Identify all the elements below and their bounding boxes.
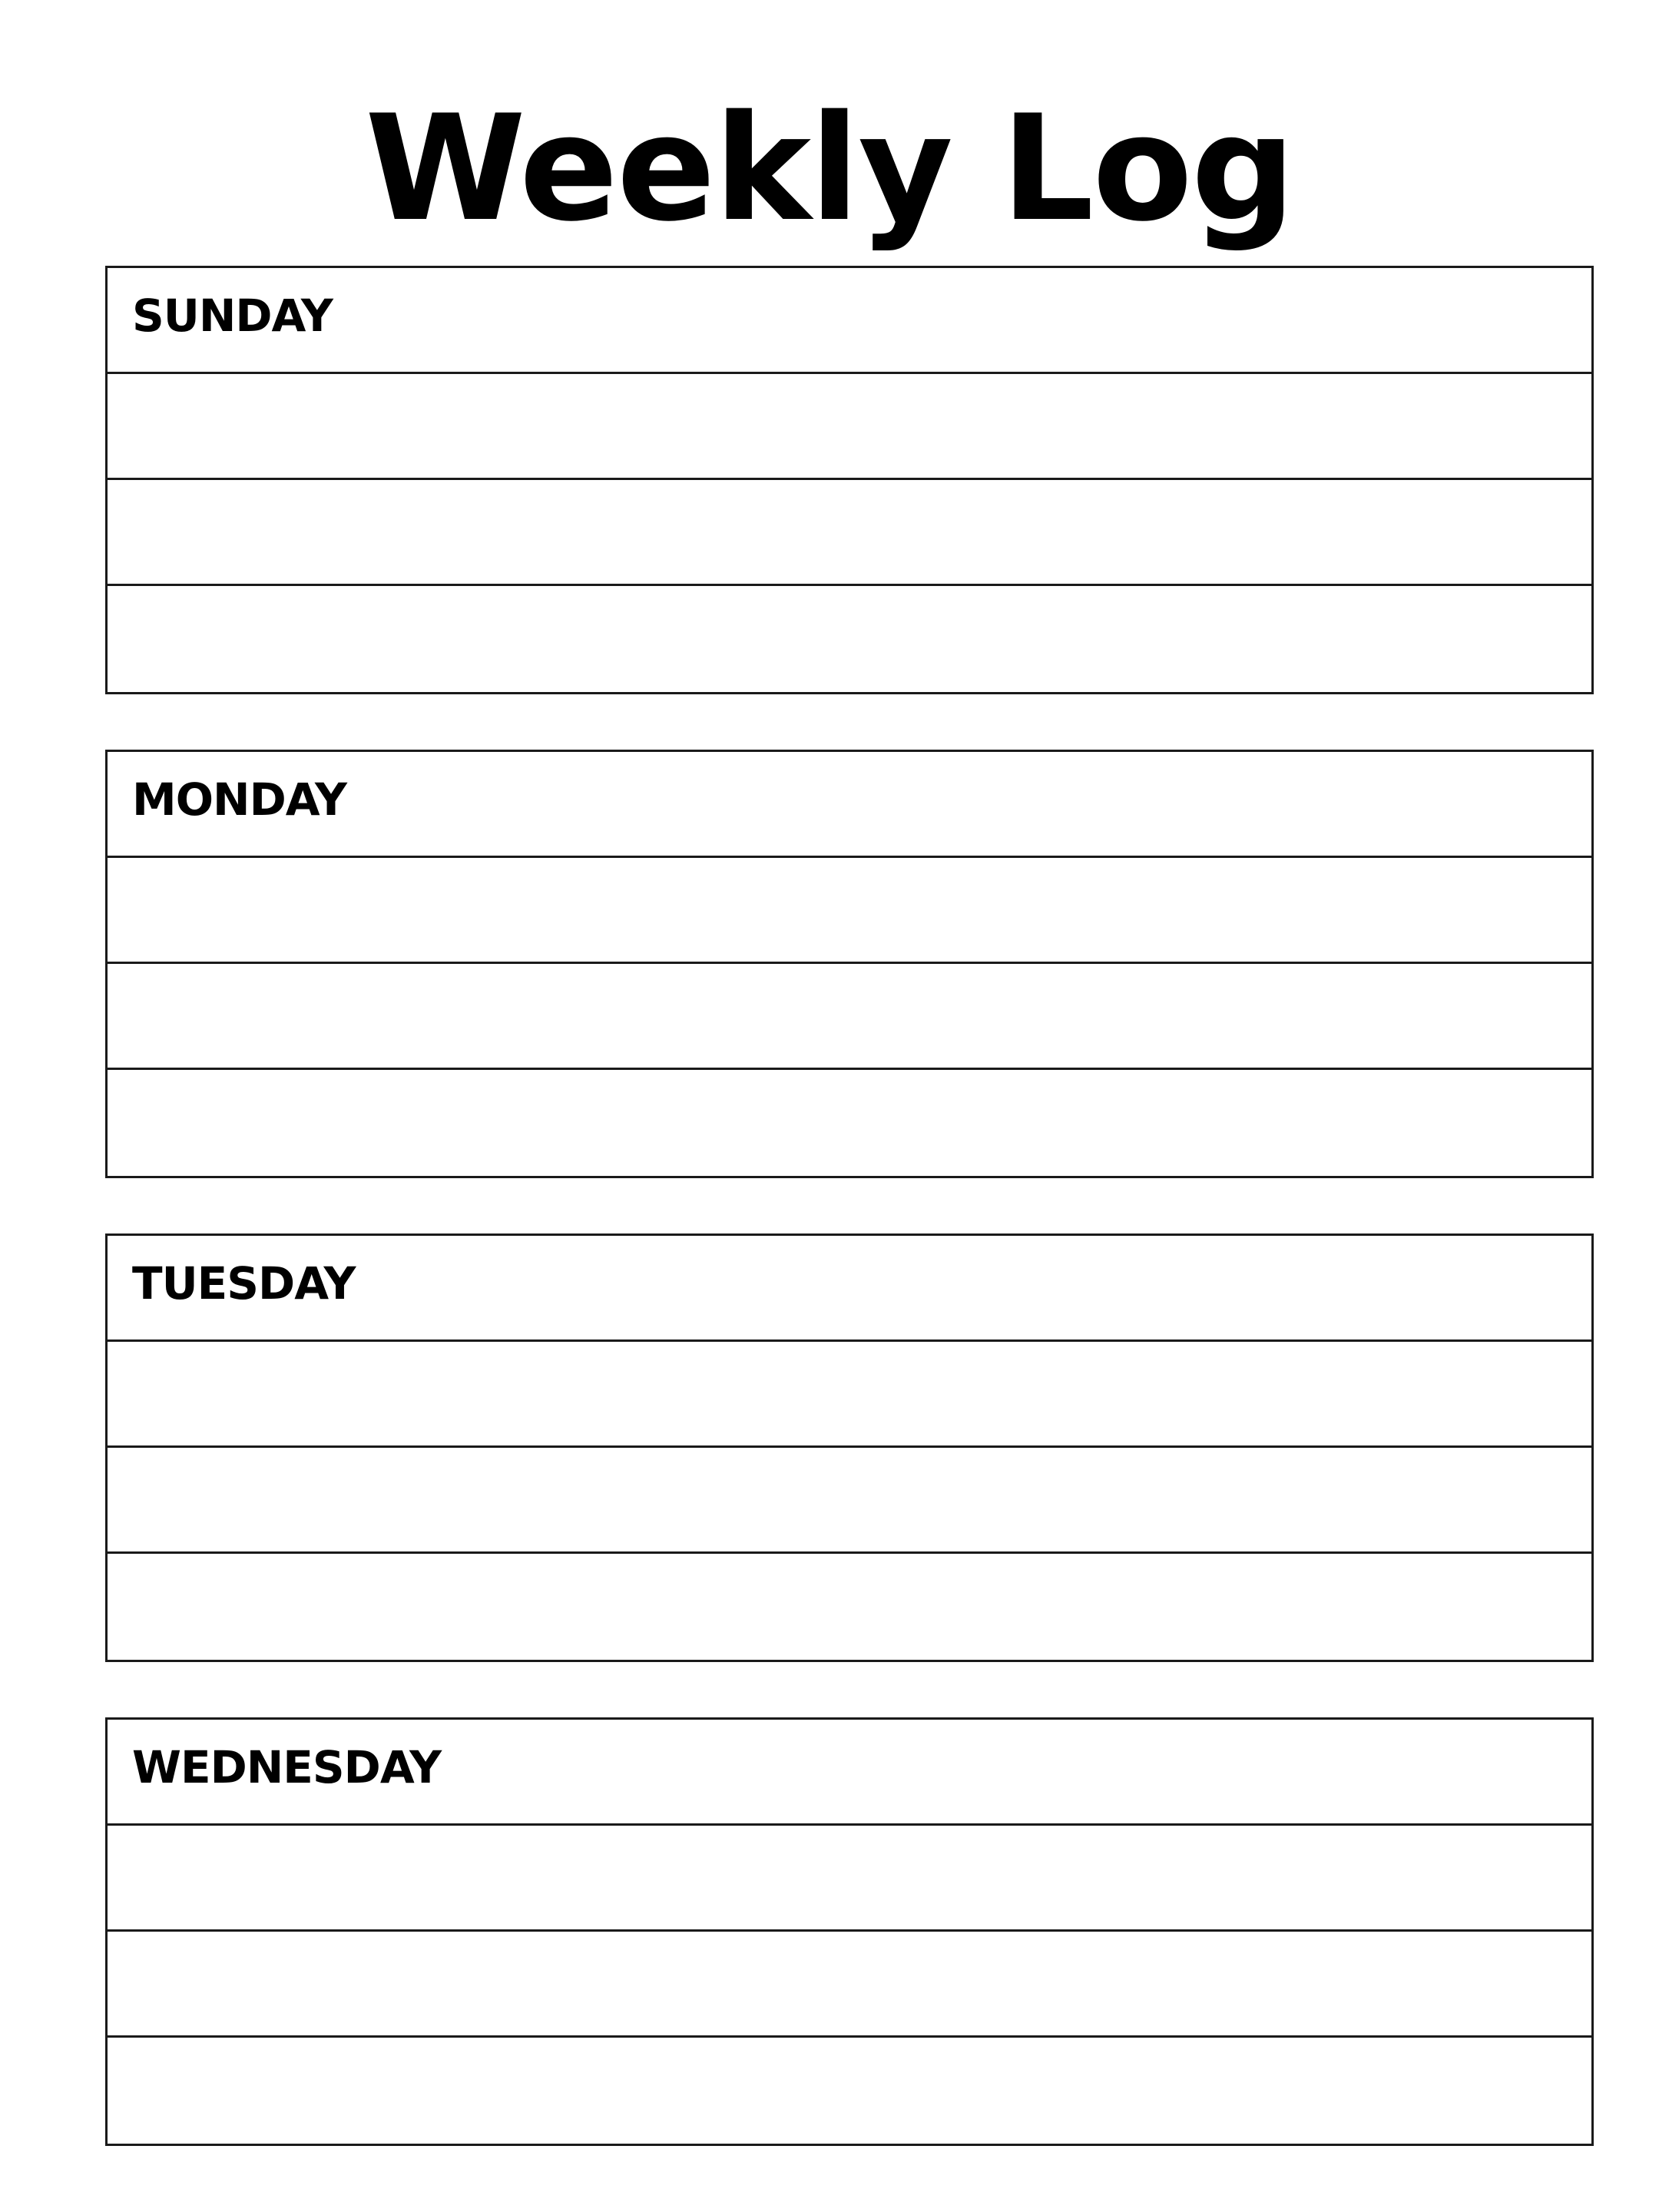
day-section-sunday [105,266,1594,694]
writing-line[interactable] [108,480,1591,586]
writing-line[interactable] [108,2038,1591,2144]
day-section-monday [105,750,1594,1178]
writing-line[interactable] [108,858,1591,964]
writing-line[interactable] [108,1342,1591,1448]
day-label: WEDNESDAY [132,1741,442,1793]
writing-line[interactable] [108,1448,1591,1554]
day-header-row [108,752,1591,858]
writing-line[interactable] [108,1070,1591,1176]
day-header-row [108,268,1591,374]
writing-line[interactable] [108,1826,1591,1932]
writing-line[interactable] [108,586,1591,692]
day-label: TUESDAY [132,1257,356,1310]
day-section-tuesday [105,1233,1594,1662]
writing-line[interactable] [108,374,1591,480]
page-title: Weekly Log [365,84,1294,253]
day-header-row [108,1720,1591,1826]
day-label: MONDAY [132,773,347,826]
writing-line[interactable] [108,1932,1591,2038]
day-header-row [108,1236,1591,1342]
writing-line[interactable] [108,1554,1591,1660]
writing-line[interactable] [108,964,1591,1070]
day-section-wednesday [105,1717,1594,2146]
day-label: SUNDAY [132,290,333,342]
